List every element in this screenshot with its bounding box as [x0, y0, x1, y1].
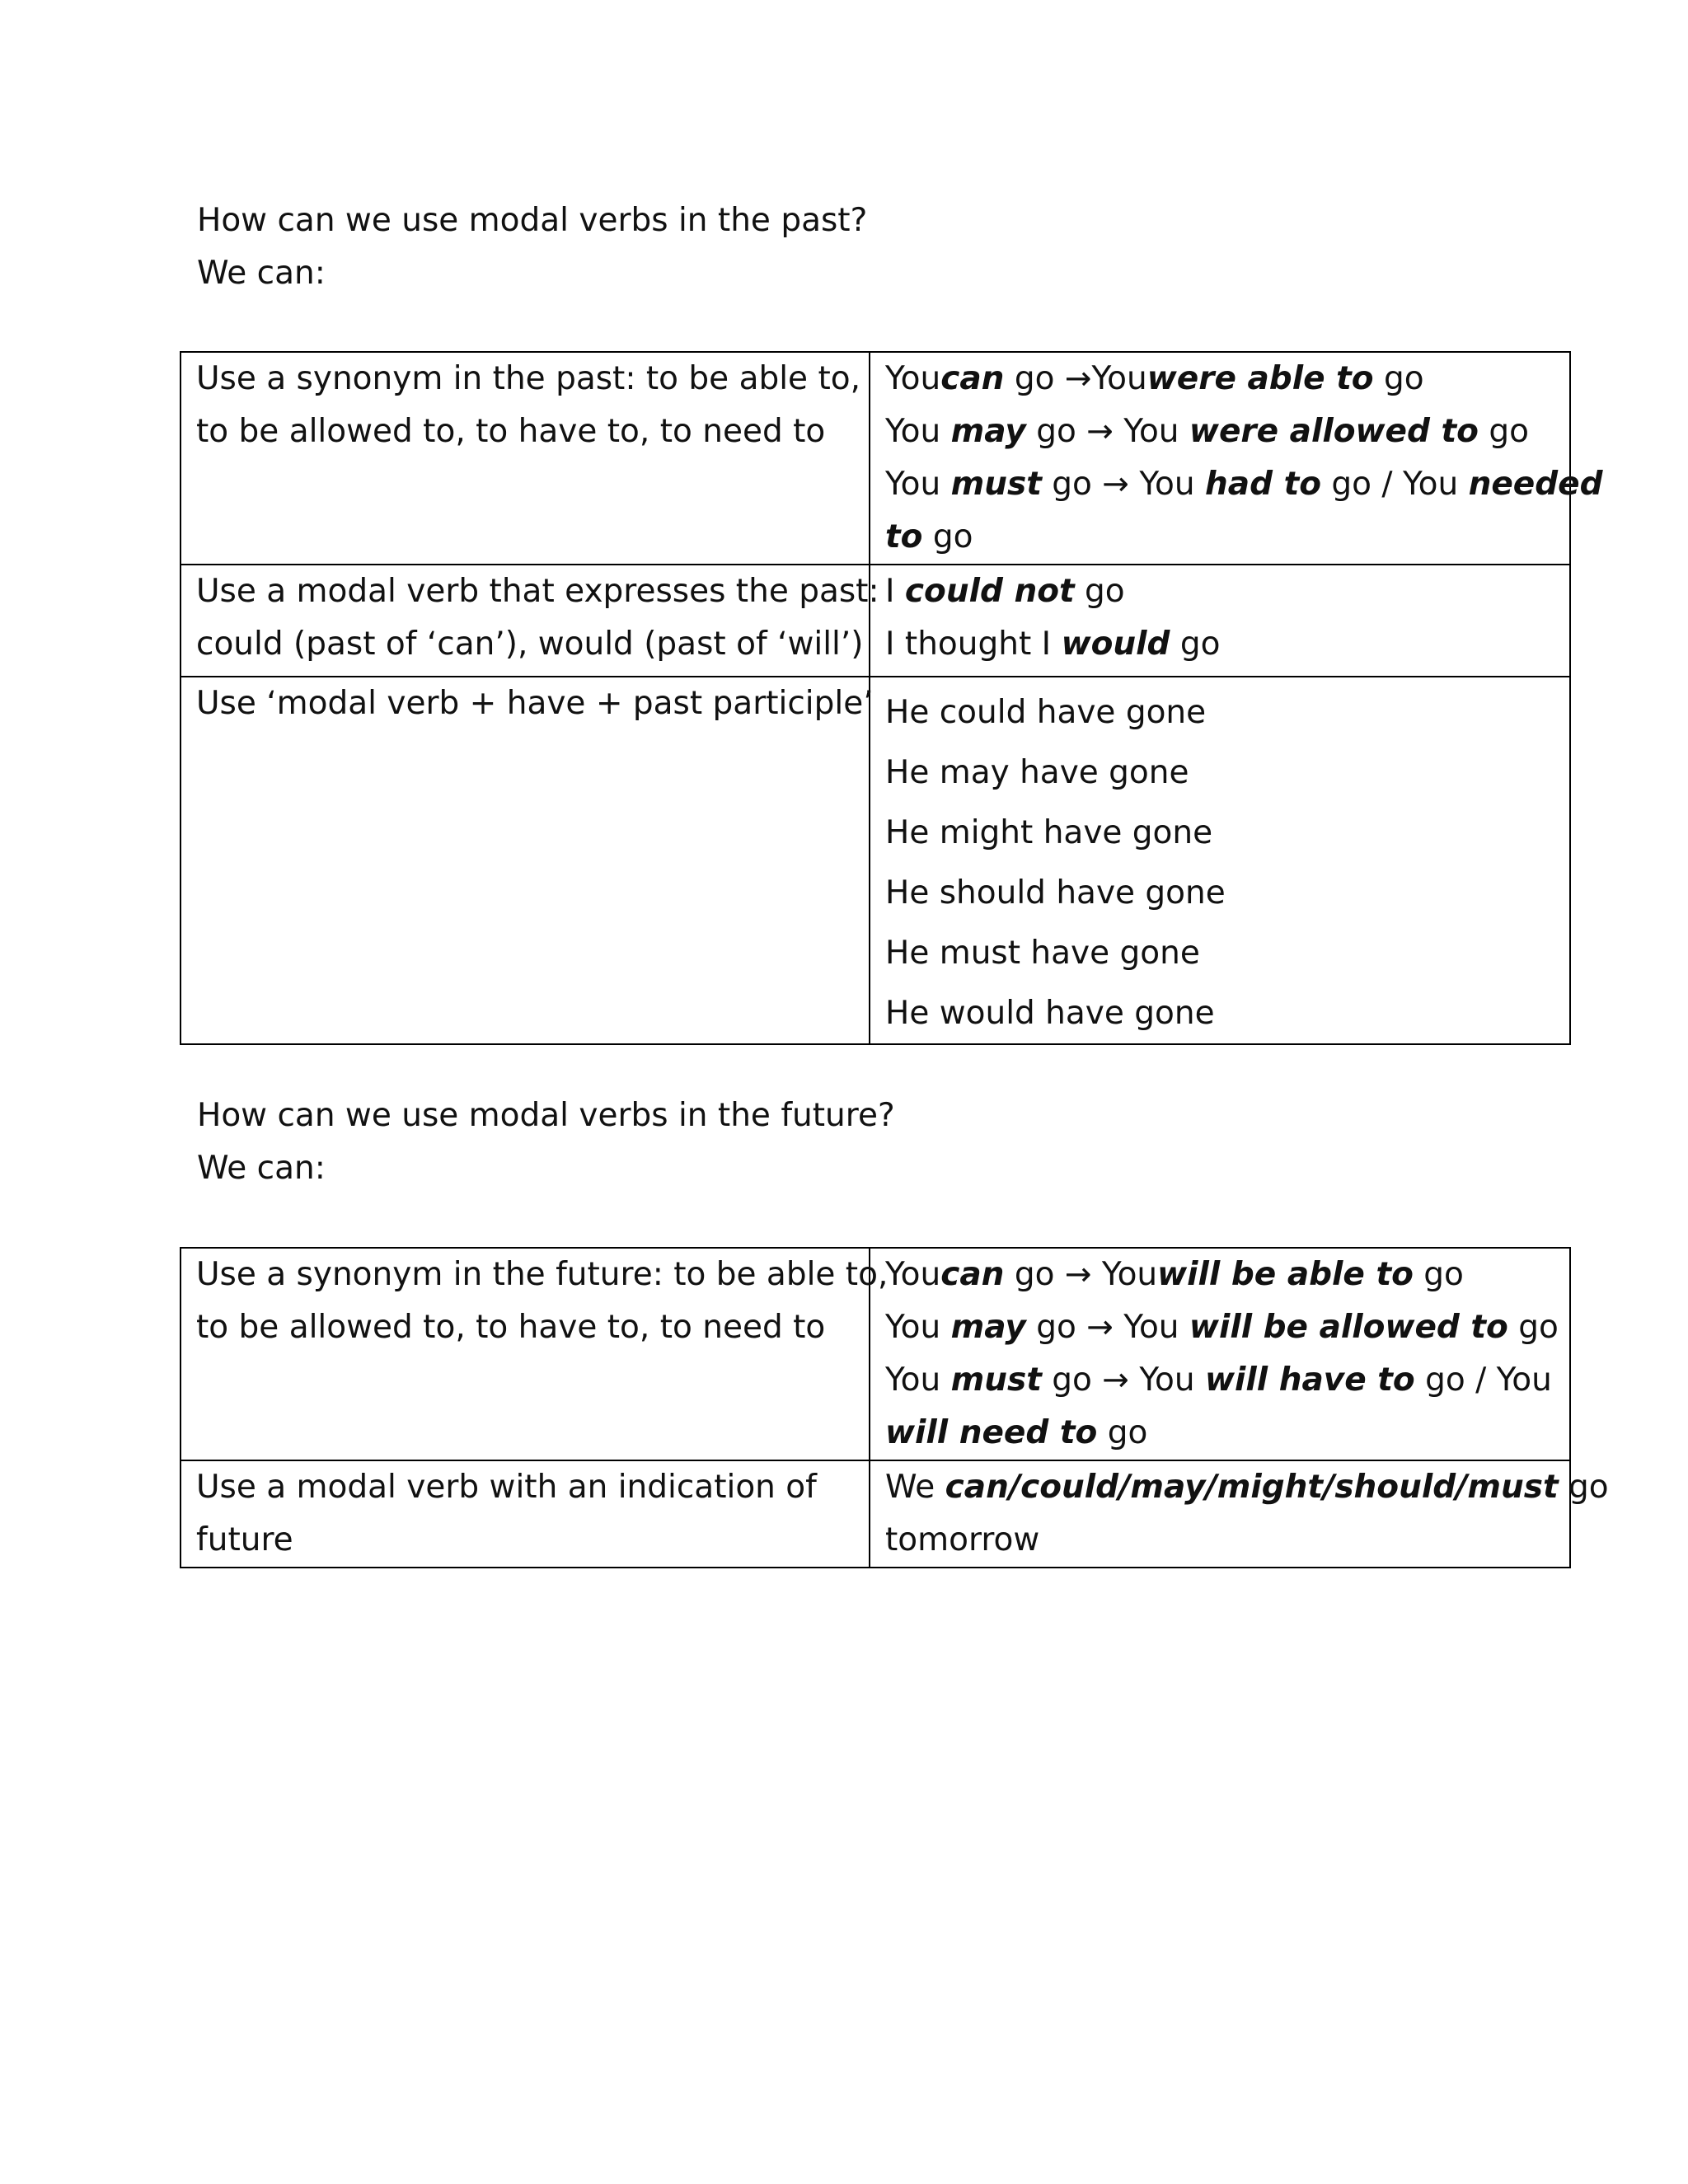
example-line: He would have gone [885, 995, 1215, 1032]
table-row [181, 677, 1570, 1044]
method-line: could (past of ‘can’), would (past of ‘will’) [196, 626, 864, 663]
example-line: You must go → You had to go / You needed [885, 466, 1603, 503]
example-cell [870, 1460, 1609, 1568]
example-line: We can/could/may/might/should/must go [885, 1469, 1609, 1506]
method-cell [181, 565, 879, 677]
method-cell [181, 677, 874, 1044]
method-line: Use a modal verb that expresses the past: [196, 573, 879, 610]
table-row [181, 1460, 1570, 1568]
example-line: He might have gone [885, 814, 1213, 851]
example-line: will need to go [885, 1414, 1148, 1451]
example-line: You must go → You will have to go / You [885, 1361, 1552, 1399]
example-cell [870, 352, 1603, 565]
example-line: He must have gone [885, 935, 1200, 972]
past-intro [197, 194, 867, 300]
method-line: Use a synonym in the future: to be able to, [196, 1256, 889, 1293]
past-lead: We can: [197, 255, 326, 292]
example-line: You may go → You will be allowed to go [885, 1309, 1559, 1346]
example-line: He may have gone [885, 754, 1189, 791]
future-modal-table [180, 1247, 1609, 1568]
method-line: Use ‘modal verb + have + past participle’ [196, 685, 874, 722]
method-line: Use a modal verb with an indication of [196, 1469, 817, 1506]
table-row [181, 565, 1570, 677]
example-line: He should have gone [885, 874, 1226, 912]
example-line: Youcan go → Youwill be able to go [885, 1256, 1464, 1293]
future-intro [197, 1090, 895, 1195]
example-line: He could have gone [885, 694, 1207, 731]
past-question: How can we use modal verbs in the past? [197, 202, 868, 239]
method-line: to be allowed to, to have to, to need to [196, 1309, 826, 1346]
table-row [181, 352, 1570, 565]
method-line: Use a synonym in the past: to be able to, [196, 360, 860, 397]
example-line: I could not go [885, 573, 1125, 610]
past-modal-table [180, 351, 1603, 1045]
example-line: I thought I would go [885, 626, 1221, 663]
method-line: to be allowed to, to have to, to need to [196, 413, 826, 450]
example-cell [870, 1248, 1570, 1460]
method-cell [181, 1248, 889, 1460]
example-line: tomorrow [885, 1521, 1040, 1558]
example-cell [870, 565, 1570, 677]
future-question: How can we use modal verbs in the future? [197, 1097, 895, 1134]
table-row [181, 1248, 1570, 1460]
example-line: to go [885, 518, 973, 555]
example-line: You may go → You were allowed to go [885, 413, 1529, 450]
future-lead: We can: [197, 1150, 326, 1187]
method-line: future [196, 1521, 293, 1558]
method-cell [181, 352, 870, 565]
example-cell [870, 677, 1570, 1044]
method-cell [181, 1460, 870, 1568]
example-line: Youcan go →Youwere able to go [885, 360, 1424, 397]
